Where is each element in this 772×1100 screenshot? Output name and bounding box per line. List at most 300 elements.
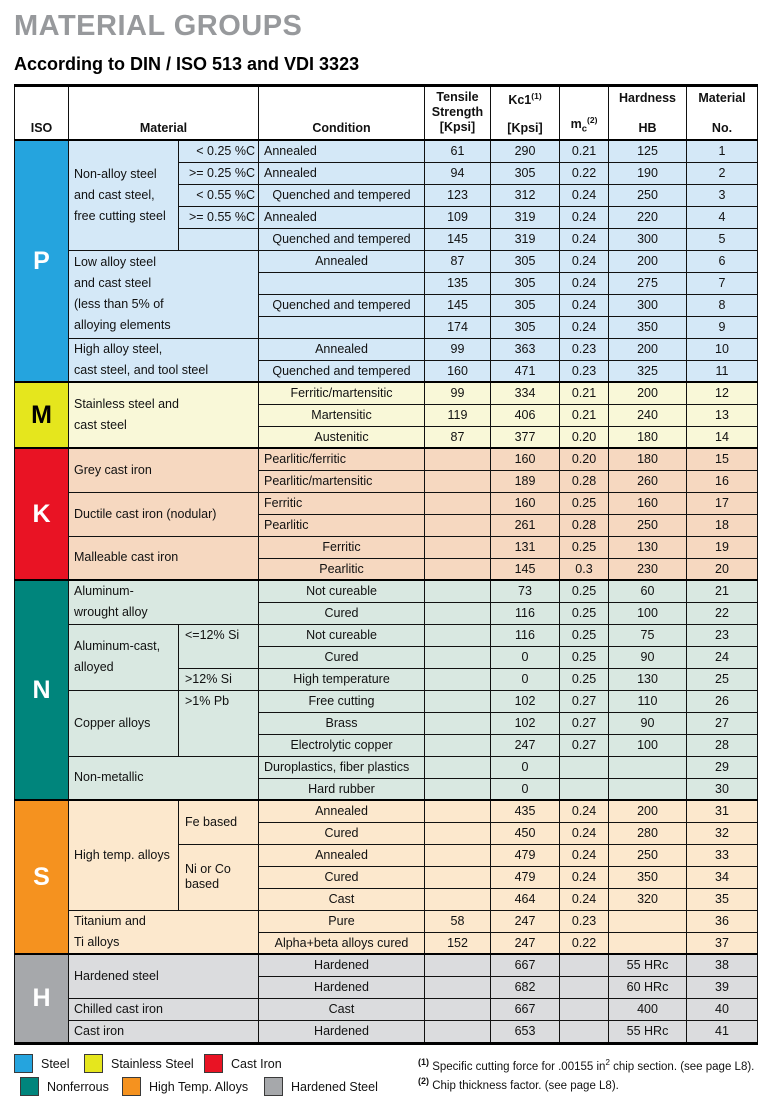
mc-cell: 0.24 xyxy=(560,250,609,272)
mc-cell: 0.24 xyxy=(560,844,609,866)
kc1-cell: 464 xyxy=(491,888,560,910)
table-row xyxy=(15,250,758,272)
tensile-strength-cell xyxy=(425,778,491,800)
condition-cell: High temperature xyxy=(259,668,425,690)
tensile-strength-cell xyxy=(425,448,491,470)
sub-material-cell: Fe based xyxy=(179,800,259,844)
condition-cell: Quenched and tempered xyxy=(259,184,425,206)
mc-cell: 0.24 xyxy=(560,866,609,888)
condition-cell: Annealed xyxy=(259,800,425,822)
mc-cell: 0.21 xyxy=(560,404,609,426)
page-title: MATERIAL GROUPS xyxy=(14,10,303,42)
condition-cell: Not cureable xyxy=(259,580,425,602)
condition-cell: Hardened xyxy=(259,976,425,998)
table-row xyxy=(15,382,758,404)
material-no-cell: 28 xyxy=(687,734,758,756)
material-no-cell: 25 xyxy=(687,668,758,690)
mc-cell: 0.23 xyxy=(560,338,609,360)
material-no-cell: 32 xyxy=(687,822,758,844)
mc-cell: 0.24 xyxy=(560,184,609,206)
material-no-cell: 29 xyxy=(687,756,758,778)
header-row xyxy=(15,86,758,141)
mc-cell: 0.24 xyxy=(560,228,609,250)
kc1-cell: 406 xyxy=(491,404,560,426)
kc1-cell: 160 xyxy=(491,492,560,514)
material-no-cell: 4 xyxy=(687,206,758,228)
mc-cell: 0.20 xyxy=(560,448,609,470)
legend-item-hardened-steel xyxy=(264,1077,378,1096)
tensile-strength-cell xyxy=(425,690,491,712)
tensile-strength-cell: 119 xyxy=(425,404,491,426)
kc1-cell: 116 xyxy=(491,624,560,646)
nonferrous-swatch-icon xyxy=(20,1077,39,1096)
header-iso: ISO xyxy=(15,86,69,141)
condition-cell: Ferritic xyxy=(259,536,425,558)
hardness-cell: 240 xyxy=(609,404,687,426)
tensile-strength-cell xyxy=(425,514,491,536)
tensile-strength-cell xyxy=(425,492,491,514)
condition-cell: Cured xyxy=(259,646,425,668)
material-no-cell: 39 xyxy=(687,976,758,998)
mc-cell xyxy=(560,954,609,976)
material-no-cell: 26 xyxy=(687,690,758,712)
material-no-cell: 41 xyxy=(687,1020,758,1043)
footnote-1: $^{(1)}$ Specific cutting force for .00155 in$^2$ chip section. (see page L8). xyxy=(418,1056,755,1073)
hardness-cell: 75 xyxy=(609,624,687,646)
condition-cell: Hardened xyxy=(259,954,425,976)
kc1-cell: 450 xyxy=(491,822,560,844)
material-no-cell: 31 xyxy=(687,800,758,822)
hardness-cell: 190 xyxy=(609,162,687,184)
stainless-steel-swatch-icon xyxy=(84,1054,103,1073)
hardness-cell: 90 xyxy=(609,646,687,668)
table-row xyxy=(15,1020,758,1043)
iso-group-cell: N xyxy=(15,580,69,800)
tensile-strength-cell: 152 xyxy=(425,932,491,954)
iso-group-cell: P xyxy=(15,140,69,382)
kc1-cell: 334 xyxy=(491,382,560,404)
mc-cell: 0.25 xyxy=(560,668,609,690)
material-no-cell: 27 xyxy=(687,712,758,734)
legend-item-high-temp-alloys xyxy=(122,1077,264,1096)
mc-cell xyxy=(560,998,609,1020)
material-no-cell: 21 xyxy=(687,580,758,602)
legend-label: Stainless Steel xyxy=(111,1056,194,1071)
mc-cell: 0.21 xyxy=(560,382,609,404)
material-cell: Copper alloys xyxy=(69,690,179,756)
material-cell: High temp. alloys xyxy=(69,800,179,910)
table-row xyxy=(15,954,758,976)
kc1-cell: 312 xyxy=(491,184,560,206)
material-no-cell: 9 xyxy=(687,316,758,338)
material-no-cell: 11 xyxy=(687,360,758,382)
mc-cell: 0.3 xyxy=(560,558,609,580)
tensile-strength-cell xyxy=(425,646,491,668)
high-temp-alloys-swatch-icon xyxy=(122,1077,141,1096)
material-no-cell: 33 xyxy=(687,844,758,866)
tensile-strength-cell xyxy=(425,998,491,1020)
tensile-strength-cell: 109 xyxy=(425,206,491,228)
mc-cell xyxy=(560,1020,609,1043)
material-no-cell: 24 xyxy=(687,646,758,668)
material-no-cell: 17 xyxy=(687,492,758,514)
material-no-cell: 8 xyxy=(687,294,758,316)
tensile-strength-cell: 135 xyxy=(425,272,491,294)
mc-cell: 0.22 xyxy=(560,932,609,954)
material-no-cell: 1 xyxy=(687,140,758,162)
tensile-strength-cell xyxy=(425,800,491,822)
kc1-cell: 653 xyxy=(491,1020,560,1043)
mc-cell: 0.24 xyxy=(560,888,609,910)
kc1-cell: 73 xyxy=(491,580,560,602)
iso-group-cell: K xyxy=(15,448,69,580)
condition-cell: Quenched and tempered xyxy=(259,228,425,250)
hardness-cell: 130 xyxy=(609,668,687,690)
material-cell: Hardened steel xyxy=(69,954,259,998)
sub-material-cell: < 0.55 %C xyxy=(179,184,259,206)
condition-cell: Not cureable xyxy=(259,624,425,646)
tensile-strength-cell xyxy=(425,624,491,646)
header-hardness: Hardness HB xyxy=(609,86,687,141)
hardness-cell xyxy=(609,778,687,800)
steel-swatch-icon xyxy=(14,1054,33,1073)
tensile-strength-cell: 145 xyxy=(425,294,491,316)
mc-cell: 0.23 xyxy=(560,360,609,382)
condition-cell: Ferritic/martensitic xyxy=(259,382,425,404)
table-row xyxy=(15,448,758,470)
material-no-cell: 35 xyxy=(687,888,758,910)
material-cell: Aluminum- wrought alloy xyxy=(69,580,259,624)
kc1-cell: 667 xyxy=(491,954,560,976)
material-no-cell: 3 xyxy=(687,184,758,206)
material-no-cell: 37 xyxy=(687,932,758,954)
tensile-strength-cell xyxy=(425,602,491,624)
condition-cell: Pure xyxy=(259,910,425,932)
legend-row xyxy=(14,1077,418,1097)
hardness-cell: 130 xyxy=(609,536,687,558)
tensile-strength-cell xyxy=(425,734,491,756)
hardness-cell: 90 xyxy=(609,712,687,734)
mc-cell: 0.23 xyxy=(560,910,609,932)
material-cell: Low alloy steel and cast steel (less than 5% of alloying elements xyxy=(69,250,259,338)
condition-cell: Cured xyxy=(259,822,425,844)
hardness-cell: 200 xyxy=(609,382,687,404)
material-cell: Grey cast iron xyxy=(69,448,259,492)
tensile-strength-cell xyxy=(425,668,491,690)
kc1-cell: 116 xyxy=(491,602,560,624)
table-row xyxy=(15,800,758,822)
mc-cell: 0.21 xyxy=(560,140,609,162)
hardness-cell: 220 xyxy=(609,206,687,228)
condition-cell: Cast xyxy=(259,888,425,910)
condition-cell xyxy=(259,316,425,338)
condition-cell: Annealed xyxy=(259,206,425,228)
kc1-cell: 102 xyxy=(491,712,560,734)
material-no-cell: 5 xyxy=(687,228,758,250)
hardness-cell xyxy=(609,756,687,778)
hardness-cell: 400 xyxy=(609,998,687,1020)
hardness-cell: 100 xyxy=(609,602,687,624)
kc1-cell: 0 xyxy=(491,778,560,800)
condition-cell: Duroplastics, fiber plastics xyxy=(259,756,425,778)
hardness-cell: 250 xyxy=(609,184,687,206)
kc1-cell: 305 xyxy=(491,250,560,272)
condition-cell: Hardened xyxy=(259,1020,425,1043)
legend-row xyxy=(14,1054,418,1074)
kc1-cell: 319 xyxy=(491,228,560,250)
condition-cell: Austenitic xyxy=(259,426,425,448)
mc-cell: 0.27 xyxy=(560,690,609,712)
legend-label: High Temp. Alloys xyxy=(149,1079,249,1094)
hardness-cell: 350 xyxy=(609,316,687,338)
material-cell: Malleable cast iron xyxy=(69,536,259,580)
material-cell: High alloy steel, cast steel, and tool steel xyxy=(69,338,259,382)
sub-material-cell: >= 0.25 %C xyxy=(179,162,259,184)
kc1-cell: 377 xyxy=(491,426,560,448)
tensile-strength-cell: 145 xyxy=(425,228,491,250)
material-no-cell: 7 xyxy=(687,272,758,294)
kc1-cell: 290 xyxy=(491,140,560,162)
hardness-cell: 250 xyxy=(609,844,687,866)
iso-group-cell: S xyxy=(15,800,69,954)
condition-cell: Hard rubber xyxy=(259,778,425,800)
condition-cell: Annealed xyxy=(259,338,425,360)
mc-cell: 0.24 xyxy=(560,800,609,822)
material-no-cell: 34 xyxy=(687,866,758,888)
condition-cell: Cured xyxy=(259,602,425,624)
tensile-strength-cell: 58 xyxy=(425,910,491,932)
kc1-cell: 363 xyxy=(491,338,560,360)
tensile-strength-cell xyxy=(425,536,491,558)
kc1-cell: 160 xyxy=(491,448,560,470)
kc1-cell: 319 xyxy=(491,206,560,228)
tensile-strength-cell xyxy=(425,470,491,492)
tensile-strength-cell xyxy=(425,844,491,866)
condition-cell xyxy=(259,272,425,294)
material-cell: Chilled cast iron xyxy=(69,998,259,1020)
condition-cell: Pearlitic/martensitic xyxy=(259,470,425,492)
table-row xyxy=(15,338,758,360)
legend-label: Steel xyxy=(41,1056,70,1071)
hardness-cell: 110 xyxy=(609,690,687,712)
footnote-2: $^{(2)}$ Chip thickness factor. (see page L8). xyxy=(418,1076,619,1093)
hardness-cell: 160 xyxy=(609,492,687,514)
hardness-cell: 350 xyxy=(609,866,687,888)
header-condition: Condition xyxy=(259,86,425,141)
tensile-strength-cell xyxy=(425,888,491,910)
footnotes xyxy=(418,1054,758,1100)
condition-cell: Cast xyxy=(259,998,425,1020)
mc-cell: 0.24 xyxy=(560,316,609,338)
legend xyxy=(14,1054,418,1100)
header-tensile-strength: Tensile Strength [Kpsi] xyxy=(425,86,491,141)
material-no-cell: 20 xyxy=(687,558,758,580)
kc1-cell: 305 xyxy=(491,316,560,338)
hardness-cell: 280 xyxy=(609,822,687,844)
tensile-strength-cell: 99 xyxy=(425,382,491,404)
condition-cell: Electrolytic copper xyxy=(259,734,425,756)
material-cell: Stainless steel and cast steel xyxy=(69,382,259,448)
tensile-strength-cell xyxy=(425,822,491,844)
sub-material-cell: >= 0.55 %C xyxy=(179,206,259,228)
condition-cell: Martensitic xyxy=(259,404,425,426)
legend-item-cast-iron xyxy=(204,1054,282,1073)
material-no-cell: 38 xyxy=(687,954,758,976)
hardness-cell xyxy=(609,932,687,954)
mc-cell: 0.25 xyxy=(560,624,609,646)
hardness-cell xyxy=(609,910,687,932)
hardness-cell: 325 xyxy=(609,360,687,382)
bottom-area xyxy=(14,1054,758,1100)
tensile-strength-cell: 160 xyxy=(425,360,491,382)
sub-material-cell: Ni or Co based xyxy=(179,844,259,910)
tensile-strength-cell xyxy=(425,1020,491,1043)
tensile-strength-cell xyxy=(425,756,491,778)
mc-cell xyxy=(560,976,609,998)
material-no-cell: 30 xyxy=(687,778,758,800)
material-no-cell: 2 xyxy=(687,162,758,184)
mc-cell: 0.24 xyxy=(560,272,609,294)
material-cell: Ductile cast iron (nodular) xyxy=(69,492,259,536)
kc1-cell: 131 xyxy=(491,536,560,558)
kc1-cell: 682 xyxy=(491,976,560,998)
material-cell: Titanium and Ti alloys xyxy=(69,910,259,954)
iso-group-cell: H xyxy=(15,954,69,1043)
kc1-cell: 479 xyxy=(491,866,560,888)
hardness-cell: 125 xyxy=(609,140,687,162)
kc1-cell: 479 xyxy=(491,844,560,866)
mc-cell: 0.25 xyxy=(560,646,609,668)
condition-cell: Pearlitic xyxy=(259,558,425,580)
material-no-cell: 14 xyxy=(687,426,758,448)
hardness-cell: 180 xyxy=(609,448,687,470)
hardness-cell: 200 xyxy=(609,800,687,822)
kc1-cell: 0 xyxy=(491,756,560,778)
material-no-cell: 15 xyxy=(687,448,758,470)
hardness-cell: 200 xyxy=(609,250,687,272)
hardness-cell: 60 HRc xyxy=(609,976,687,998)
tensile-strength-cell xyxy=(425,954,491,976)
hardness-cell: 55 HRc xyxy=(609,954,687,976)
tensile-strength-cell xyxy=(425,712,491,734)
kc1-cell: 261 xyxy=(491,514,560,536)
legend-label: Hardened Steel xyxy=(291,1079,378,1094)
hardened-steel-swatch-icon xyxy=(264,1077,283,1096)
tensile-strength-cell: 61 xyxy=(425,140,491,162)
material-no-cell: 16 xyxy=(687,470,758,492)
hardness-cell: 200 xyxy=(609,338,687,360)
mc-cell: 0.28 xyxy=(560,514,609,536)
hardness-cell: 250 xyxy=(609,514,687,536)
table-row xyxy=(15,536,758,558)
condition-cell: Pearlitic/ferritic xyxy=(259,448,425,470)
mc-cell xyxy=(560,778,609,800)
iso-group-cell: M xyxy=(15,382,69,448)
mc-cell xyxy=(560,756,609,778)
mc-cell: 0.24 xyxy=(560,294,609,316)
condition-cell: Annealed xyxy=(259,250,425,272)
condition-cell: Cured xyxy=(259,866,425,888)
table-row xyxy=(15,140,758,162)
material-cell: Non-alloy steel and cast steel, free cutting steel xyxy=(69,140,179,250)
material-cell: Aluminum-cast, alloyed xyxy=(69,624,179,690)
kc1-cell: 305 xyxy=(491,272,560,294)
legend-label: Cast Iron xyxy=(231,1056,282,1071)
material-table-body xyxy=(15,140,758,1043)
mc-cell: 0.25 xyxy=(560,492,609,514)
mc-cell: 0.28 xyxy=(560,470,609,492)
sub-material-cell: >12% Si xyxy=(179,668,259,690)
sub-material-cell: < 0.25 %C xyxy=(179,140,259,162)
condition-cell: Alpha+beta alloys cured xyxy=(259,932,425,954)
hardness-cell: 230 xyxy=(609,558,687,580)
condition-cell: Pearlitic xyxy=(259,514,425,536)
hardness-cell: 100 xyxy=(609,734,687,756)
tensile-strength-cell: 94 xyxy=(425,162,491,184)
table-row xyxy=(15,690,758,712)
kc1-cell: 471 xyxy=(491,360,560,382)
hardness-cell: 60 xyxy=(609,580,687,602)
hardness-cell: 300 xyxy=(609,294,687,316)
page-subtitle: According to DIN / ISO 513 and VDI 3323 xyxy=(14,54,360,74)
tensile-strength-cell xyxy=(425,580,491,602)
table-row xyxy=(15,998,758,1020)
material-no-cell: 6 xyxy=(687,250,758,272)
table-row xyxy=(15,624,758,646)
kc1-cell: 0 xyxy=(491,668,560,690)
kc1-cell: 0 xyxy=(491,646,560,668)
mc-cell: 0.25 xyxy=(560,536,609,558)
hardness-cell: 320 xyxy=(609,888,687,910)
tensile-strength-cell xyxy=(425,558,491,580)
sub-material-cell: <=12% Si xyxy=(179,624,259,668)
mc-cell: 0.27 xyxy=(560,712,609,734)
header-mc: $m_c^{(2)}$ xyxy=(560,86,609,141)
condition-cell: Free cutting xyxy=(259,690,425,712)
hardness-cell: 55 HRc xyxy=(609,1020,687,1043)
cast-iron-swatch-icon xyxy=(204,1054,223,1073)
tensile-strength-cell xyxy=(425,976,491,998)
tensile-strength-cell: 87 xyxy=(425,250,491,272)
kc1-cell: 435 xyxy=(491,800,560,822)
header-material-no: Material No. xyxy=(687,86,758,141)
material-no-cell: 12 xyxy=(687,382,758,404)
kc1-cell: 247 xyxy=(491,734,560,756)
kc1-cell: 189 xyxy=(491,470,560,492)
material-no-cell: 19 xyxy=(687,536,758,558)
material-no-cell: 22 xyxy=(687,602,758,624)
legend-label: Nonferrous xyxy=(47,1079,109,1094)
tensile-strength-cell: 174 xyxy=(425,316,491,338)
legend-item-stainless-steel xyxy=(84,1054,204,1073)
material-cell: Non-metallic xyxy=(69,756,259,800)
material-no-cell: 13 xyxy=(687,404,758,426)
sub-material-cell: >1% Pb xyxy=(179,690,259,756)
hardness-cell: 180 xyxy=(609,426,687,448)
condition-cell: Quenched and tempered xyxy=(259,294,425,316)
table-row xyxy=(15,580,758,602)
hardness-cell: 275 xyxy=(609,272,687,294)
tensile-strength-cell xyxy=(425,866,491,888)
tensile-strength-cell: 99 xyxy=(425,338,491,360)
sub-material-cell xyxy=(179,228,259,250)
kc1-cell: 667 xyxy=(491,998,560,1020)
mc-cell: 0.25 xyxy=(560,580,609,602)
material-no-cell: 36 xyxy=(687,910,758,932)
kc1-cell: 247 xyxy=(491,910,560,932)
mc-cell: 0.24 xyxy=(560,822,609,844)
material-no-cell: 23 xyxy=(687,624,758,646)
